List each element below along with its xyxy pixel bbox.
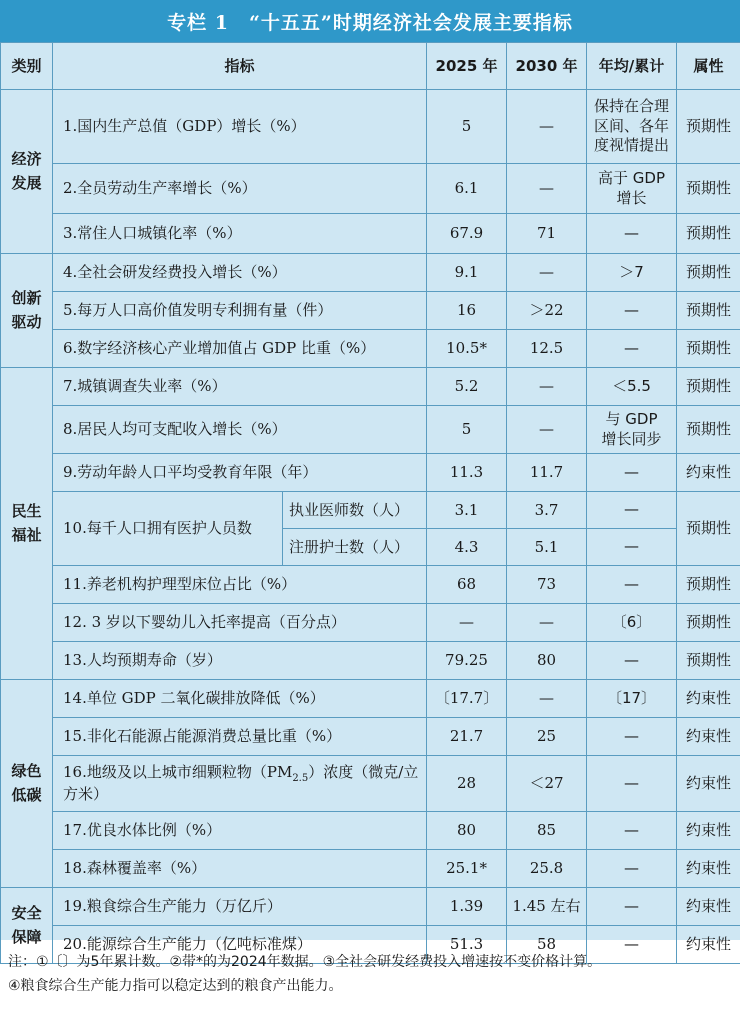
value-annual: 〔6〕 xyxy=(587,604,677,642)
value-annual: ＜5.5 xyxy=(587,368,677,406)
footnote-line-2: ④粮食综合生产能力指可以稳定达到的粮食产出能力。 xyxy=(8,978,343,994)
value-annual: — xyxy=(587,566,677,604)
sub-indicator-doctors: 执业医师数（人） xyxy=(283,492,427,529)
value-2025: 79.25 xyxy=(427,642,507,680)
value-attribute: 约束性 xyxy=(677,454,740,492)
value-annual: ＞7 xyxy=(587,254,677,292)
value-attribute: 预期性 xyxy=(677,214,740,254)
footnote xyxy=(8,950,732,998)
value-2025: 10.5* xyxy=(427,330,507,368)
value-2025: 3.1 xyxy=(427,492,507,529)
value-2030: 3.7 xyxy=(507,492,587,529)
category-livelihood: 民生 福祉 xyxy=(1,368,53,680)
table-row xyxy=(1,718,740,756)
value-attribute: 约束性 xyxy=(677,718,740,756)
value-annual: — xyxy=(587,529,677,566)
indicator-name: 6.数字经济核心产业增加值占 GDP 比重（%） xyxy=(53,330,427,368)
indicator-name: 10.每千人口拥有医护人员数 xyxy=(53,492,283,566)
indicator-pm-subscript: 2.5 xyxy=(292,772,309,784)
table-row xyxy=(1,90,740,164)
header-row xyxy=(1,43,740,90)
value-attribute: 预期性 xyxy=(677,292,740,330)
indicator-name: 1.国内生产总值（GDP）增长（%） xyxy=(53,90,427,164)
value-2030: 80 xyxy=(507,642,587,680)
value-attribute: 约束性 xyxy=(677,812,740,850)
indicator-name: 15.非化石能源占能源消费总量比重（%） xyxy=(53,718,427,756)
table-row xyxy=(1,454,740,492)
value-attribute: 预期性 xyxy=(677,406,740,454)
indicator-name: 20.能源综合生产能力（亿吨标准煤） xyxy=(53,926,427,964)
indicator-name: 7.城镇调查失业率（%） xyxy=(53,368,427,406)
value-annual: — xyxy=(587,454,677,492)
value-2025: 5 xyxy=(427,90,507,164)
header-indicator: 指标 xyxy=(53,43,427,90)
value-attribute: 预期性 xyxy=(677,368,740,406)
header-2025: 2025 年 xyxy=(427,43,507,90)
value-annual: — xyxy=(587,214,677,254)
value-2025: 9.1 xyxy=(427,254,507,292)
indicator-name: 14.单位 GDP 二氧化碳排放降低（%） xyxy=(53,680,427,718)
value-2025: 67.9 xyxy=(427,214,507,254)
value-2030: — xyxy=(507,406,587,454)
value-annual: 与 GDP 增长同步 xyxy=(587,406,677,454)
table-row xyxy=(1,492,740,529)
value-2025: — xyxy=(427,604,507,642)
indicators-table xyxy=(0,42,740,964)
table-row xyxy=(1,850,740,888)
category-economy: 经济 发展 xyxy=(1,90,53,254)
value-2030: — xyxy=(507,90,587,164)
indicator-name: 8.居民人均可支配收入增长（%） xyxy=(53,406,427,454)
value-annual: — xyxy=(587,812,677,850)
value-2030: — xyxy=(507,680,587,718)
indicator-name: 9.劳动年龄人口平均受教育年限（年） xyxy=(53,454,427,492)
value-annual: — xyxy=(587,926,677,964)
value-2030: 25.8 xyxy=(507,850,587,888)
value-2030: 11.7 xyxy=(507,454,587,492)
header-annual-cumulative: 年均/累计 xyxy=(587,43,677,90)
indicator-name: 19.粮食综合生产能力（万亿斤） xyxy=(53,888,427,926)
value-attribute: 预期性 xyxy=(677,566,740,604)
value-attribute: 预期性 xyxy=(677,492,740,566)
value-attribute: 约束性 xyxy=(677,850,740,888)
value-attribute: 预期性 xyxy=(677,90,740,164)
value-2030: 73 xyxy=(507,566,587,604)
value-annual: 高于 GDP 增长 xyxy=(587,164,677,214)
value-attribute: 约束性 xyxy=(677,926,740,964)
indicator-pm-part1: 16.地级及以上城市细颗粒物（PM xyxy=(63,762,293,781)
table-row xyxy=(1,368,740,406)
table-row xyxy=(1,680,740,718)
value-2025: 5 xyxy=(427,406,507,454)
value-2030: ＜27 xyxy=(507,756,587,812)
value-2025: 1.39 xyxy=(427,888,507,926)
table-row xyxy=(1,330,740,368)
indicator-name: 2.全员劳动生产率增长（%） xyxy=(53,164,427,214)
value-2030: 1.45 左右 xyxy=(507,888,587,926)
indicator-pm-part2: ）浓度（微克/立方米） xyxy=(63,762,419,804)
indicator-name: 12. 3 岁以下婴幼儿入托率提高（百分点） xyxy=(53,604,427,642)
table-title: 专栏 1 “十五五”时期经济社会发展主要指标 xyxy=(0,0,740,42)
value-attribute: 预期性 xyxy=(677,604,740,642)
value-2030: 85 xyxy=(507,812,587,850)
value-2025: 6.1 xyxy=(427,164,507,214)
header-attribute: 属性 xyxy=(677,43,740,90)
value-annual: — xyxy=(587,888,677,926)
value-2025: 11.3 xyxy=(427,454,507,492)
header-2030: 2030 年 xyxy=(507,43,587,90)
value-2030: 5.1 xyxy=(507,529,587,566)
value-2025: 28 xyxy=(427,756,507,812)
value-annual: — xyxy=(587,850,677,888)
value-2025: 5.2 xyxy=(427,368,507,406)
table-row xyxy=(1,756,740,812)
value-2030: ＞22 xyxy=(507,292,587,330)
table-row xyxy=(1,888,740,926)
table-row xyxy=(1,164,740,214)
value-2030: 12.5 xyxy=(507,330,587,368)
value-annual: — xyxy=(587,492,677,529)
value-2030: 71 xyxy=(507,214,587,254)
value-attribute: 约束性 xyxy=(677,888,740,926)
value-attribute: 预期性 xyxy=(677,642,740,680)
footnote-line-1: 注：①〔〕为5年累计数。②带*的为2024年数据。③全社会研发经费投入增速按不变价格计算。 xyxy=(8,954,602,970)
value-attribute: 约束性 xyxy=(677,756,740,812)
table-row xyxy=(1,254,740,292)
value-2030: — xyxy=(507,368,587,406)
value-attribute: 预期性 xyxy=(677,164,740,214)
value-2030: 25 xyxy=(507,718,587,756)
table-row xyxy=(1,642,740,680)
indicator-name: 17.优良水体比例（%） xyxy=(53,812,427,850)
value-attribute: 约束性 xyxy=(677,680,740,718)
value-2030: 58 xyxy=(507,926,587,964)
category-security: 安全 保障 xyxy=(1,888,53,964)
value-annual: — xyxy=(587,292,677,330)
indicator-name: 4.全社会研发经费投入增长（%） xyxy=(53,254,427,292)
indicator-name: 5.每万人口高价值发明专利拥有量（件） xyxy=(53,292,427,330)
table-row xyxy=(1,406,740,454)
value-2030: — xyxy=(507,164,587,214)
value-2025: 4.3 xyxy=(427,529,507,566)
value-2025: 25.1* xyxy=(427,850,507,888)
table-row xyxy=(1,292,740,330)
indicator-name: 13.人均预期寿命（岁） xyxy=(53,642,427,680)
table-row xyxy=(1,214,740,254)
table-row xyxy=(1,604,740,642)
value-2025: 〔17.7〕 xyxy=(427,680,507,718)
value-2025: 68 xyxy=(427,566,507,604)
category-innovation: 创新 驱动 xyxy=(1,254,53,368)
header-category: 类别 xyxy=(1,43,53,90)
table-row xyxy=(1,812,740,850)
sub-indicator-nurses: 注册护士数（人） xyxy=(283,529,427,566)
category-green: 绿色 低碳 xyxy=(1,680,53,888)
value-annual: — xyxy=(587,718,677,756)
value-annual: — xyxy=(587,330,677,368)
indicator-name xyxy=(53,756,427,812)
indicator-name: 18.森林覆盖率（%） xyxy=(53,850,427,888)
value-2030: — xyxy=(507,254,587,292)
value-2030: — xyxy=(507,604,587,642)
value-annual: 保持在合理 区间、各年 度视情提出 xyxy=(587,90,677,164)
value-annual: 〔17〕 xyxy=(587,680,677,718)
value-annual: — xyxy=(587,756,677,812)
value-2025: 51.3 xyxy=(427,926,507,964)
value-attribute: 预期性 xyxy=(677,254,740,292)
value-2025: 16 xyxy=(427,292,507,330)
indicator-name: 11.养老机构护理型床位占比（%） xyxy=(53,566,427,604)
value-annual: — xyxy=(587,642,677,680)
value-2025: 80 xyxy=(427,812,507,850)
value-attribute: 预期性 xyxy=(677,330,740,368)
indicator-name: 3.常住人口城镇化率（%） xyxy=(53,214,427,254)
value-2025: 21.7 xyxy=(427,718,507,756)
table-row xyxy=(1,566,740,604)
